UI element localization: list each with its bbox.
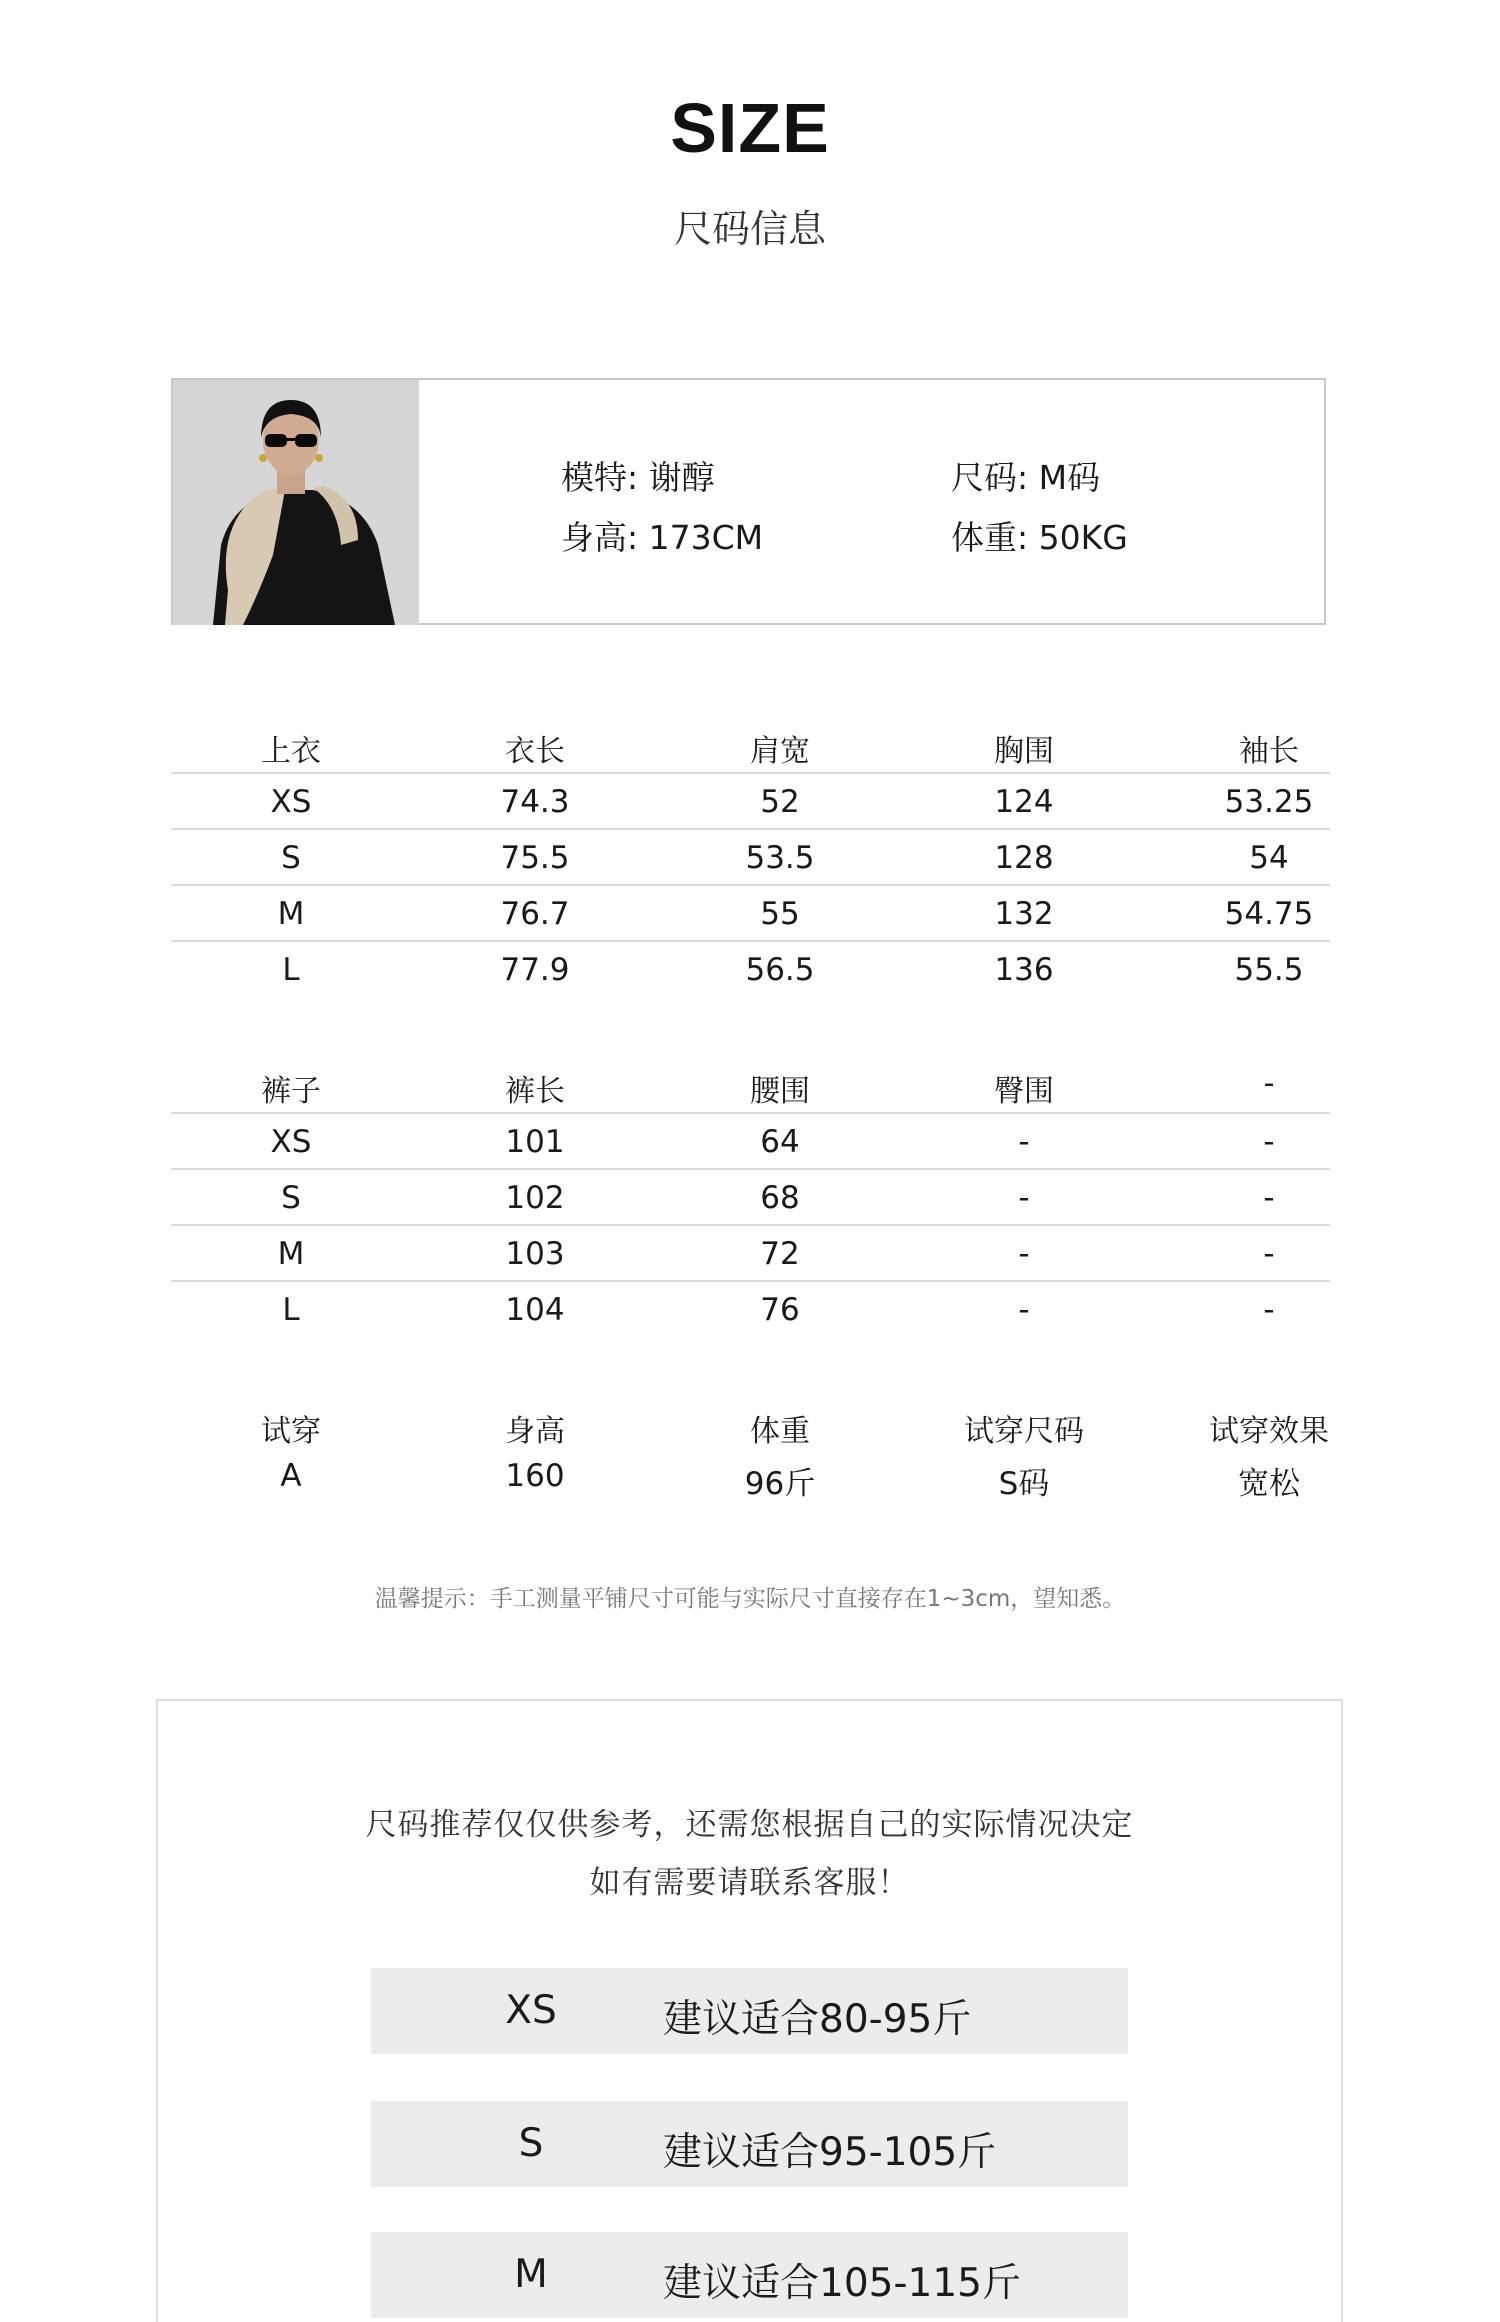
reco-note-line2: 如有需要请联系客服！ — [589, 1865, 910, 1901]
table-cell: - — [1018, 1124, 1030, 1160]
table-cell: A — [280, 1458, 302, 1494]
table-cell: L — [282, 1292, 300, 1328]
header-cell: 臀围 — [994, 1074, 1054, 1109]
table-cell: S码 — [998, 1466, 1050, 1502]
table-cell: XS — [270, 1124, 312, 1160]
table-row — [171, 830, 1330, 886]
header-cell: 上衣 — [261, 734, 321, 769]
measurement-tip: 温馨提示：手工测量平铺尺寸可能与实际尺寸直接存在1~3cm，望知悉。 — [374, 1586, 1126, 1612]
table-cell: 136 — [994, 952, 1054, 988]
table-cell: M — [277, 896, 305, 932]
header-cell: 裤子 — [261, 1074, 321, 1109]
size-recommendation-box — [156, 1699, 1343, 2322]
page-title: SIZE — [670, 89, 830, 167]
table-header-row — [171, 1052, 1330, 1114]
header-cell: 腰围 — [750, 1074, 810, 1109]
table-cell: 160 — [505, 1458, 565, 1494]
table-row — [171, 1282, 1330, 1338]
header-cell: 裤长 — [505, 1074, 565, 1109]
table-cell: S — [281, 840, 301, 876]
reco-desc: 建议适合80-95斤 — [663, 1997, 972, 2042]
table-row — [171, 1114, 1330, 1170]
table-cell: 103 — [505, 1236, 565, 1272]
header-cell: 试穿尺码 — [964, 1414, 1084, 1449]
table-row — [171, 1226, 1330, 1282]
table-cell: 76.7 — [500, 896, 570, 932]
table-cell: S — [281, 1180, 301, 1216]
table-row — [171, 774, 1330, 830]
model-size: 尺码: M码 — [951, 458, 1101, 497]
reco-size: S — [518, 2121, 544, 2166]
model-name: 模特: 谢醇 — [561, 458, 715, 497]
reco-desc: 建议适合105-115斤 — [663, 2261, 1021, 2306]
table-cell: 68 — [760, 1180, 800, 1216]
table-cell: - — [1263, 1124, 1275, 1160]
table-cell: 128 — [994, 840, 1054, 876]
model-photo-illustration — [173, 380, 419, 625]
model-height: 身高: 173CM — [561, 518, 764, 557]
table-cell: - — [1263, 1180, 1275, 1216]
reco-desc: 建议适合95-105斤 — [663, 2130, 997, 2175]
reco-size: XS — [505, 1988, 557, 2033]
table-cell: 55 — [760, 896, 800, 932]
table-cell: 宽松 — [1238, 1466, 1300, 1502]
header-cell: 肩宽 — [750, 734, 810, 769]
reco-note-line1: 尺码推荐仅仅供参考，还需您根据自己的实际情况决定 — [365, 1807, 1134, 1843]
table-cell: 74.3 — [500, 784, 570, 820]
table-cell: 101 — [505, 1124, 565, 1160]
table-cell: - — [1263, 1292, 1275, 1328]
table-cell: 77.9 — [500, 952, 570, 988]
table-cell: 64 — [760, 1124, 800, 1160]
header-cell: 试穿 — [261, 1414, 321, 1449]
reco-row — [371, 2232, 1128, 2318]
table-cell: 54.75 — [1224, 896, 1314, 932]
table-cell: - — [1263, 1236, 1275, 1272]
header-cell: - — [1263, 1066, 1275, 1101]
model-photo — [173, 380, 419, 625]
header-cell: 衣长 — [505, 734, 565, 769]
table-cell: - — [1018, 1180, 1030, 1216]
table-cell: 54 — [1249, 840, 1289, 876]
model-card — [171, 378, 1326, 625]
header-cell: 身高 — [505, 1414, 565, 1449]
table-row — [171, 942, 1330, 998]
table-cell: - — [1018, 1292, 1030, 1328]
header-cell: 体重 — [750, 1414, 810, 1449]
table-row — [171, 1170, 1330, 1226]
table-cell: 72 — [760, 1236, 800, 1272]
table-cell: 75.5 — [500, 840, 570, 876]
table-cell: XS — [270, 784, 312, 820]
table-cell: 76 — [760, 1292, 800, 1328]
table-cell: 104 — [505, 1292, 565, 1328]
table-cell: 52 — [760, 784, 800, 820]
trial-table — [171, 1392, 1330, 1504]
reco-row — [371, 1968, 1128, 2054]
table-cell: - — [1018, 1236, 1030, 1272]
table-cell: L — [282, 952, 300, 988]
table-row — [171, 1448, 1330, 1504]
table-cell: 53.25 — [1224, 784, 1314, 820]
page-subtitle: 尺码信息 — [673, 207, 826, 251]
table-cell: M — [277, 1236, 305, 1272]
pants-size-table — [171, 1052, 1330, 1338]
table-header-row — [171, 1392, 1330, 1448]
table-cell: 102 — [505, 1180, 565, 1216]
table-cell: 132 — [994, 896, 1054, 932]
table-cell: 55.5 — [1234, 952, 1304, 988]
table-cell: 56.5 — [745, 952, 815, 988]
reco-row — [371, 2101, 1128, 2187]
table-cell: 124 — [994, 784, 1054, 820]
header-cell: 胸围 — [994, 734, 1054, 769]
reco-size: M — [514, 2252, 548, 2297]
header-cell: 袖长 — [1239, 734, 1299, 769]
table-cell: 96斤 — [744, 1466, 816, 1502]
table-cell: 53.5 — [745, 840, 815, 876]
header-cell: 试穿效果 — [1209, 1414, 1329, 1449]
table-row — [171, 886, 1330, 942]
model-weight: 体重: 50KG — [951, 518, 1128, 557]
table-header-row — [171, 712, 1330, 774]
top-size-table — [171, 712, 1330, 998]
